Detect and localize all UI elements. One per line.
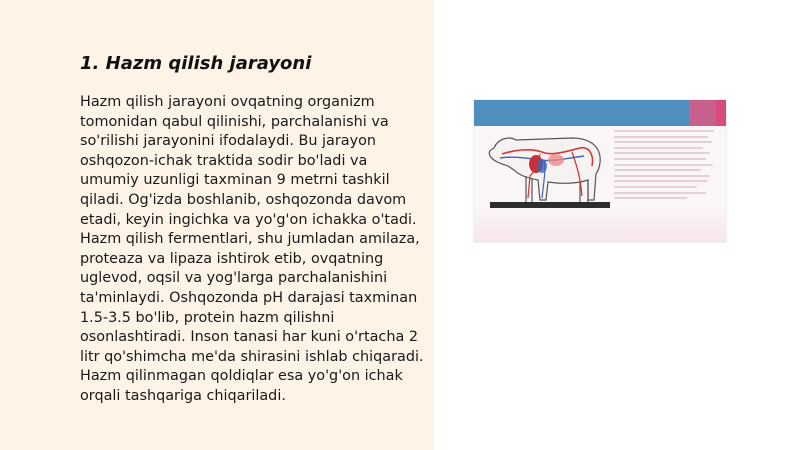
figure-text-line xyxy=(614,136,708,138)
figure-text-line xyxy=(614,186,697,188)
figure-header-accent xyxy=(689,100,716,126)
figure-text-line xyxy=(614,164,713,166)
figure-text-line xyxy=(614,192,706,194)
slide-paragraph: Hazm qilish jarayoni ovqatning organizm tomonidan qabul qilinishi, parchalanishi va so'rilishi jarayonini ifodalaydi. Bu jarayon oshqozon-ichak traktida sodir bo'ladi va umumiy uzunligi taxminan 9 metrni tashkil qiladi. Og'izda boshlanib, oshqozonda davom etadi, keyin ingichka va yo'g'on ichakka o'tadi. Hazm qilish fermentlari, shu jumladan amilaza, proteaza va lipaza ishtirok etib, ovqatning uglevod, oqsil va yog'larga parchalanishini ta'minlaydi. Oshqozonda pH darajasi taxminan 1.5-3.5 bo'lib, protein hazm qilishni osonlashtiradi. Inson tanasi har kuni o'rtacha 2 litr qo'shimcha me'da shirasini ishlab chiqaradi. Hazm qilinmagan qoldiqlar esa yo'g'on ichak orqali tashqariga chiqariladi. xyxy=(80,94,424,404)
ground-bar xyxy=(490,202,610,208)
lung-shape xyxy=(548,154,564,166)
slide-title: 1. Hazm qilish jarayoni xyxy=(80,53,312,74)
figure-text-line xyxy=(614,197,687,199)
figure-header-accent-dark xyxy=(716,100,726,126)
figure-text-line xyxy=(614,180,708,182)
heart-chamber xyxy=(537,159,547,173)
figure-text-block xyxy=(614,130,718,203)
figure-text-line xyxy=(614,158,706,160)
cow-circulation-figure xyxy=(474,100,726,242)
figure-text-line xyxy=(614,152,710,154)
figure-bottom-wash xyxy=(474,210,726,242)
figure-text-line xyxy=(614,130,714,132)
figure-text-line xyxy=(614,175,710,177)
figure-text-line xyxy=(614,147,703,149)
cow-anatomy-illustration xyxy=(480,130,610,214)
figure-text-line xyxy=(614,141,712,143)
figure-text-line xyxy=(614,169,701,171)
